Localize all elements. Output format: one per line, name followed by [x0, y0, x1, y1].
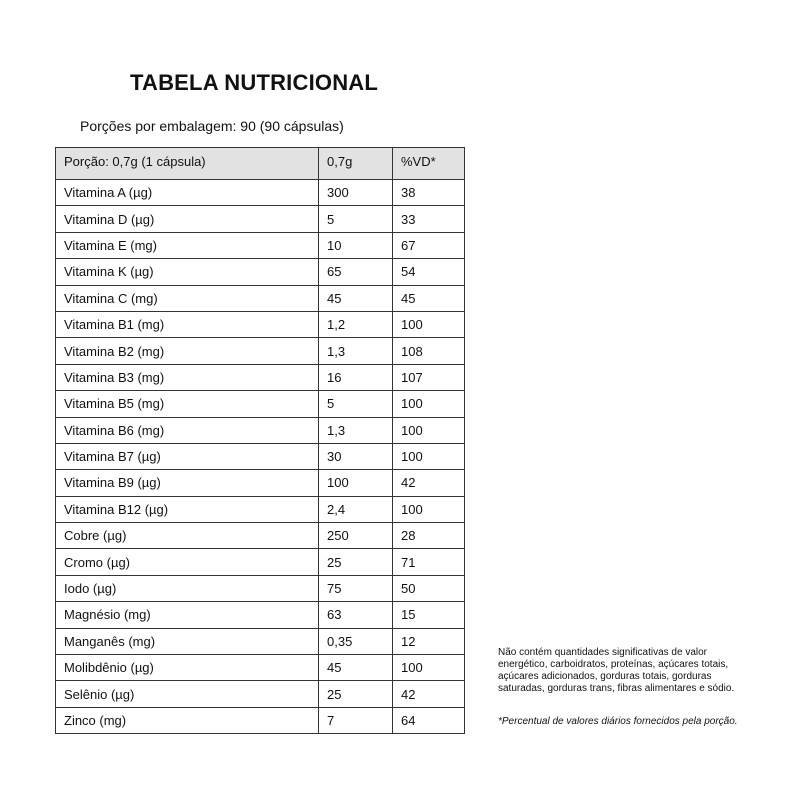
table-row — [56, 232, 465, 258]
nutrient-name-cell: Vitamina B1 (mg) — [56, 311, 319, 337]
daily-value-cell: 100 — [393, 496, 465, 522]
daily-value-cell: 100 — [393, 311, 465, 337]
amount-cell: 1,3 — [319, 417, 393, 443]
table-row — [56, 180, 465, 206]
table-row — [56, 259, 465, 285]
table-row — [56, 707, 465, 733]
daily-value-cell: 45 — [393, 285, 465, 311]
nutrient-name-cell: Vitamina B7 (µg) — [56, 443, 319, 469]
daily-value-cell: 71 — [393, 549, 465, 575]
amount-cell: 300 — [319, 180, 393, 206]
amount-cell: 0,35 — [319, 628, 393, 654]
nutrient-name-cell: Molibdênio (µg) — [56, 655, 319, 681]
daily-value-cell: 42 — [393, 470, 465, 496]
amount-cell: 250 — [319, 523, 393, 549]
table-row — [56, 496, 465, 522]
daily-value-cell: 100 — [393, 443, 465, 469]
nutrition-table — [55, 147, 465, 734]
table-row — [56, 470, 465, 496]
amount-cell: 45 — [319, 655, 393, 681]
nutrient-name-cell: Zinco (mg) — [56, 707, 319, 733]
table-row — [56, 575, 465, 601]
nutrient-name-cell: Vitamina D (µg) — [56, 206, 319, 232]
daily-value-cell: 15 — [393, 602, 465, 628]
daily-value-cell: 108 — [393, 338, 465, 364]
nutrient-name-cell: Vitamina B9 (µg) — [56, 470, 319, 496]
header-portion: Porção: 0,7g (1 cápsula) — [56, 148, 319, 180]
daily-value-cell: 42 — [393, 681, 465, 707]
table-header-row — [56, 148, 465, 180]
daily-value-cell: 100 — [393, 391, 465, 417]
nutrient-name-cell: Vitamina C (mg) — [56, 285, 319, 311]
amount-cell: 5 — [319, 206, 393, 232]
daily-value-cell: 107 — [393, 364, 465, 390]
nutrient-name-cell: Manganês (mg) — [56, 628, 319, 654]
nutrient-name-cell: Vitamina B3 (mg) — [56, 364, 319, 390]
daily-value-cell: 67 — [393, 232, 465, 258]
nutrient-name-cell: Magnésio (mg) — [56, 602, 319, 628]
amount-cell: 1,2 — [319, 311, 393, 337]
amount-cell: 63 — [319, 602, 393, 628]
nutrient-name-cell: Selênio (µg) — [56, 681, 319, 707]
nutrient-name-cell: Vitamina B12 (µg) — [56, 496, 319, 522]
amount-cell: 1,3 — [319, 338, 393, 364]
nutrition-notes — [498, 647, 778, 695]
nutrient-name-cell: Cobre (µg) — [56, 523, 319, 549]
table-row — [56, 549, 465, 575]
daily-value-cell: 38 — [393, 180, 465, 206]
table-row — [56, 628, 465, 654]
daily-value-cell: 12 — [393, 628, 465, 654]
daily-value-cell: 50 — [393, 575, 465, 601]
amount-cell: 25 — [319, 549, 393, 575]
amount-cell: 16 — [319, 364, 393, 390]
daily-value-cell: 100 — [393, 655, 465, 681]
nutrient-name-cell: Iodo (µg) — [56, 575, 319, 601]
table-row — [56, 602, 465, 628]
daily-value-cell: 64 — [393, 707, 465, 733]
table-row — [56, 391, 465, 417]
daily-value-cell: 54 — [393, 259, 465, 285]
table-row — [56, 681, 465, 707]
nutrient-name-cell: Cromo (µg) — [56, 549, 319, 575]
daily-value-footnote: *Percentual de valores diários fornecidos pela porção. — [498, 716, 738, 727]
amount-cell: 10 — [319, 232, 393, 258]
header-amount: 0,7g — [319, 148, 393, 180]
notes-line: energético, carboidratos, proteínas, açúcares totais, — [498, 659, 729, 670]
amount-cell: 30 — [319, 443, 393, 469]
notes-line: Não contém quantidades significativas de valor — [498, 647, 708, 658]
daily-value-cell: 33 — [393, 206, 465, 232]
notes-line: saturadas, gorduras trans, fibras alimentares e sódio. — [498, 683, 735, 694]
page-title: TABELA NUTRICIONAL — [130, 70, 379, 95]
nutrient-name-cell: Vitamina A (µg) — [56, 180, 319, 206]
notes-line: açúcares adicionados, gorduras totais, gorduras — [498, 671, 712, 682]
table-row — [56, 285, 465, 311]
nutrient-name-cell: Vitamina B5 (mg) — [56, 391, 319, 417]
table-row — [56, 206, 465, 232]
amount-cell: 25 — [319, 681, 393, 707]
header-daily-value: %VD* — [393, 148, 465, 180]
table-row — [56, 364, 465, 390]
amount-cell: 7 — [319, 707, 393, 733]
nutrient-name-cell: Vitamina K (µg) — [56, 259, 319, 285]
amount-cell: 65 — [319, 259, 393, 285]
nutrient-name-cell: Vitamina B2 (mg) — [56, 338, 319, 364]
table-row — [56, 417, 465, 443]
table-row — [56, 655, 465, 681]
amount-cell: 5 — [319, 391, 393, 417]
servings-per-package: Porções por embalagem: 90 (90 cápsulas) — [80, 118, 344, 134]
table-row — [56, 523, 465, 549]
daily-value-cell: 28 — [393, 523, 465, 549]
nutrient-name-cell: Vitamina B6 (mg) — [56, 417, 319, 443]
amount-cell: 45 — [319, 285, 393, 311]
table-row — [56, 443, 465, 469]
amount-cell: 75 — [319, 575, 393, 601]
table-row — [56, 338, 465, 364]
nutrient-name-cell: Vitamina E (mg) — [56, 232, 319, 258]
amount-cell: 100 — [319, 470, 393, 496]
daily-value-cell: 100 — [393, 417, 465, 443]
table-row — [56, 311, 465, 337]
amount-cell: 2,4 — [319, 496, 393, 522]
